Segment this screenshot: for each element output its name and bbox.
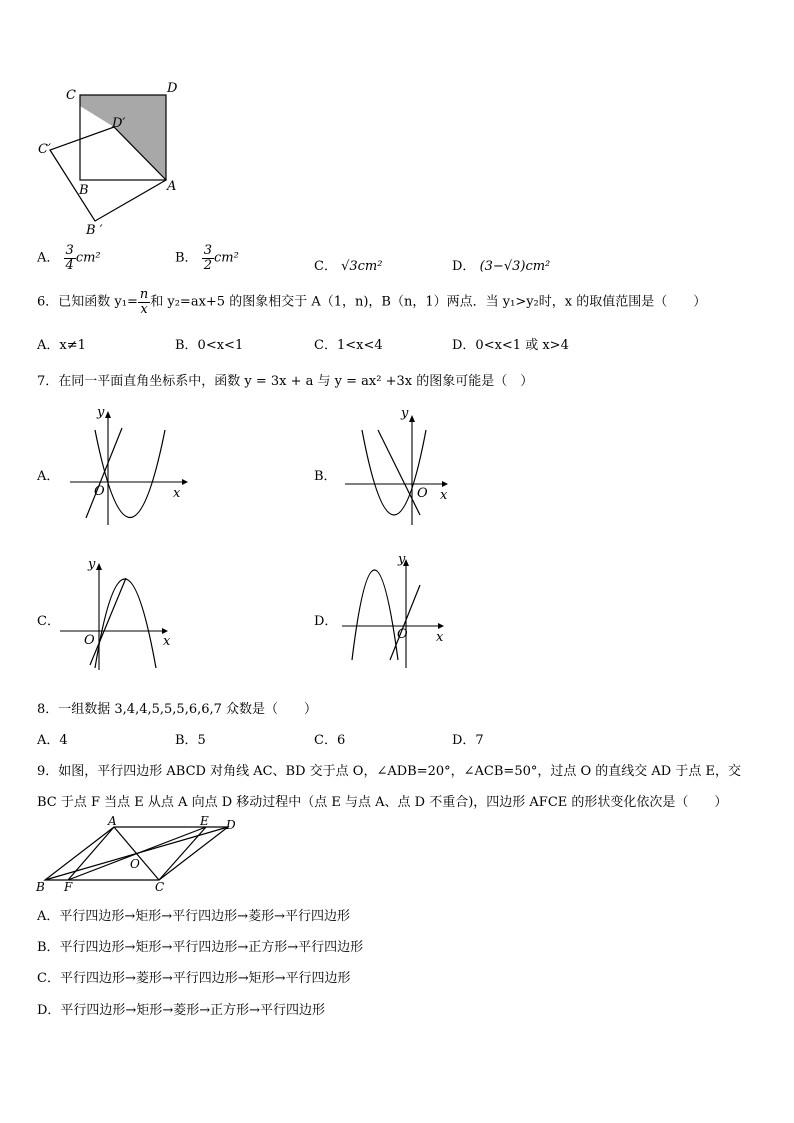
q7-stem: 7．在同一平面直角坐标系中，函数 y = 3x + a 与 y = ax² +3x 的图象可能是（ ）	[37, 374, 534, 389]
q6-option-a: A．x≠1	[37, 338, 86, 353]
label-Bprime: B ′	[86, 223, 103, 238]
q6-stem	[37, 288, 706, 316]
q8-option-d: D．7	[452, 733, 484, 748]
q8-option-c: C．6	[314, 733, 346, 748]
q5-d-label: D．	[452, 259, 476, 274]
q5-b-fraction: $\frac{3}{2}$	[203, 243, 212, 273]
q9-option-d: D．平行四边形→矩形→菱形→正方形→平行四边形	[37, 1003, 325, 1018]
q5-c-expr: √3cm²	[341, 259, 383, 274]
svg-text:y: y	[401, 406, 409, 421]
q6-option-d: D．0<x<1 或 x>4	[452, 338, 569, 353]
q7-label-d: D．	[314, 614, 338, 629]
q5-b-unit: cm²	[213, 250, 239, 266]
svg-text:x: x	[163, 634, 171, 649]
q7-label-b: B．	[314, 469, 337, 484]
q9-stem-line2: BC 于点 F 当点 E 从点 A 向点 D 移动过程中（点 E 与点 A、点 D 不重合)，四边形 AFCE 的形状变化依次是（ ）	[37, 795, 728, 810]
q7-graph-d	[338, 550, 450, 675]
label-Dprime: D′	[112, 116, 126, 131]
q7-label-c: C．	[37, 614, 60, 629]
q5-c-label: C．	[314, 259, 337, 274]
svg-text:x: x	[440, 488, 448, 503]
svg-text:O: O	[417, 486, 428, 501]
svg-text:O: O	[84, 633, 95, 648]
q5-a-unit: cm²	[75, 250, 101, 266]
svg-text:E: E	[200, 814, 209, 828]
q8-option-a: A．4	[37, 733, 68, 748]
q6-stem-pre: 6．已知函数 y₁=	[37, 294, 138, 310]
svg-text:A: A	[108, 814, 117, 828]
q6-option-c: C．1<x<4	[314, 338, 383, 353]
svg-text:y: y	[88, 557, 96, 572]
svg-text:F: F	[64, 880, 73, 894]
q7-graph-b	[340, 400, 460, 530]
label-B: B	[79, 183, 89, 198]
q9-option-c: C．平行四边形→菱形→平行四边形→矩形→平行四边形	[37, 971, 351, 986]
q7-label-a: A．	[37, 469, 60, 484]
q7-graph-c	[55, 550, 180, 675]
q8-stem: 8．一组数据 3,4,4,5,5,5,6,6,7 众数是（ ）	[37, 702, 318, 717]
svg-text:D: D	[226, 818, 236, 832]
q5-a-fraction: $\frac{3}{4}$	[65, 243, 74, 273]
q5-option-c	[314, 255, 382, 274]
svg-text:x: x	[436, 630, 444, 645]
q5-option-a	[37, 244, 101, 272]
svg-text:O: O	[94, 484, 105, 499]
svg-text:y: y	[97, 405, 105, 420]
q9-figure	[30, 812, 250, 897]
label-A: A	[167, 179, 177, 194]
label-Cprime: C′	[38, 142, 51, 157]
q5-option-d	[452, 255, 550, 274]
q5-d-expr: (3−√3)cm²	[479, 259, 551, 274]
svg-text:y: y	[398, 552, 406, 567]
q5-option-b	[175, 244, 239, 272]
q9-option-a: A．平行四边形→矩形→平行四边形→菱形→平行四边形	[37, 909, 350, 924]
svg-text:C: C	[155, 880, 165, 894]
q6-fraction: $\frac{n}{x}$	[139, 287, 149, 317]
q5-a-label: A．	[37, 250, 60, 266]
svg-text:x: x	[173, 486, 181, 501]
q9-option-b: B．平行四边形→矩形→平行四边形→正方形→平行四边形	[37, 940, 364, 955]
q8-option-b: B．5	[175, 733, 206, 748]
label-C: C	[66, 88, 76, 103]
svg-text:O: O	[397, 627, 408, 642]
label-D: D	[167, 81, 178, 96]
q7-graph-a	[65, 400, 195, 530]
q6-stem-post: 和 y₂=ax+5 的图象相交于 A（1，n)，B（n，1）两点．当 y₁>y₂时，x 的取值范围是（ ）	[150, 294, 707, 310]
svg-text:O: O	[130, 857, 140, 871]
q5-b-label: B．	[175, 250, 198, 266]
svg-text:B: B	[36, 880, 45, 894]
q5-figure	[30, 78, 190, 238]
q6-option-b: B．0<x<1	[175, 338, 244, 353]
q9-stem-line1: 9．如图，平行四边形 ABCD 对角线 AC、BD 交于点 O，∠ADB=20°，∠ACB=50°，过点 O 的直线交 AD 于点 E，交	[37, 764, 741, 779]
